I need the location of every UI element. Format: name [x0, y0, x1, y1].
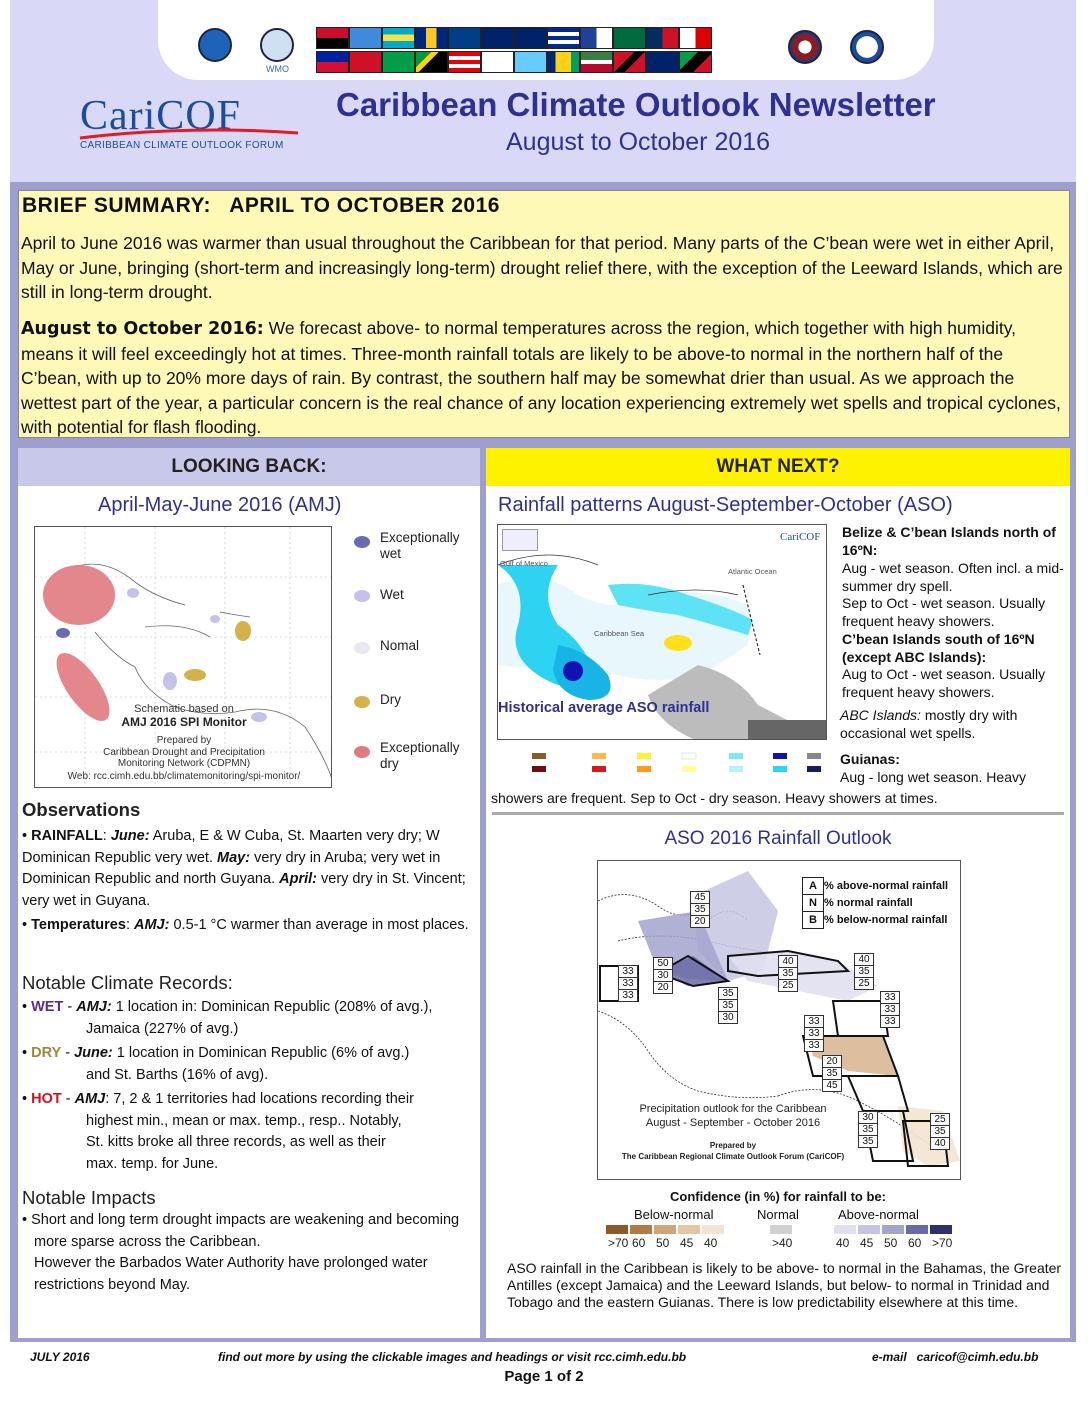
- historical-map-logo: CariCOF: [780, 531, 821, 543]
- probability-value: 33: [881, 1004, 899, 1016]
- probability-value: 35: [931, 1126, 949, 1138]
- key-letter-b: B: [802, 911, 824, 929]
- newsletter-period: August to October 2016: [506, 128, 771, 156]
- legend-dry: Dry: [380, 692, 401, 707]
- noaa-logo-icon[interactable]: [198, 28, 232, 62]
- key-letter-n: N: [802, 894, 824, 912]
- probability-value: 30: [859, 1112, 877, 1124]
- temperature-observation: • Temperatures: AMJ: 0.5-1 °C warmer than average in most places.: [22, 917, 469, 933]
- probability-value: 20: [694, 916, 706, 927]
- probability-value: 45: [826, 1080, 838, 1091]
- wet-label: WET: [31, 999, 64, 1015]
- below-normal-tick: 50: [656, 1236, 670, 1250]
- belize-flag-icon: [448, 27, 481, 49]
- outlook-caption-line2: August - September - October 2016: [645, 1117, 821, 1129]
- rainfall-observation: • RAINFALL: June: Aruba, E & W Cuba, St. Maarten very dry; W Dominican Republic very wet. May: very dry in Aruba; very wet in Dominican Republic and north Guyana. April: very dry in St. Vincent; very wet in Guyana.: [22, 828, 466, 909]
- page-number: Page 1 of 2: [504, 1368, 584, 1385]
- caricof-logo-subtitle: CARIBBEAN CLIMATE OUTLOOK FORUM: [80, 140, 284, 151]
- outlook-key: [802, 877, 822, 931]
- dominica-flag-icon: [613, 27, 646, 49]
- rainfall-label: RAINFALL: [31, 828, 103, 844]
- partner-logo-strip: [158, 0, 934, 80]
- haiti-flag-icon: [316, 51, 349, 73]
- probability-box: [718, 987, 738, 1024]
- south-islands-title: C’bean Islands south of 16ºN (except ABC Islands):: [842, 631, 1035, 665]
- probability-value: 45: [691, 892, 709, 904]
- above-normal-tick: 60: [908, 1236, 922, 1250]
- what-next-heading[interactable]: WHAT NEXT?: [486, 448, 1070, 486]
- above-normal-tick: 40: [836, 1236, 850, 1250]
- trinidad-flag-icon: [613, 51, 646, 73]
- abc-islands-label: ABC Islands:: [840, 707, 921, 723]
- probability-value: 33: [805, 1028, 823, 1040]
- probability-value: 30: [654, 970, 672, 982]
- montserrat-flag-icon: [481, 51, 514, 73]
- abc-islands-desc: mostly dry with occasional wet spells.: [840, 707, 1018, 741]
- outlook-map[interactable]: [597, 860, 961, 1180]
- grenada-flag-icon: [349, 51, 382, 73]
- legend-dry-swatch: [354, 696, 370, 708]
- wet-line1: 1 location in: Dominican Republic (208% of avg.),: [111, 999, 433, 1015]
- legend-wet-swatch: [354, 590, 370, 602]
- caricof-logo[interactable]: CariCOF: [80, 93, 242, 139]
- wet-line2: Jamaica (227% of avg.): [86, 1020, 239, 1037]
- impacts-item: [22, 1210, 474, 1296]
- probability-value: 35: [859, 1124, 877, 1136]
- spi-caption-line6[interactable]: Web: rcc.cimh.edu.bb/climatemonitoring/spi-monitor/: [67, 771, 301, 782]
- rainfall-colorbar: [497, 750, 827, 776]
- france-flag-icon: [679, 27, 712, 49]
- summary-paragraph-2: [21, 316, 1067, 440]
- hot-record: • HOT - AMJ: 7, 2 & 1 territories had locations recording their highest min., mean or max. temp., resp.. Notably, St. kitts broke all three records, as well as their max. temp. for June.: [22, 1089, 477, 1175]
- aso-subheading[interactable]: Rainfall patterns August-September-October (ASO): [498, 494, 953, 516]
- abc-islands-text: [840, 706, 1068, 742]
- probability-value: 33: [884, 1016, 896, 1027]
- probability-box: [930, 1113, 950, 1150]
- hot-line4: max. temp. for June.: [86, 1155, 219, 1172]
- cimh-seal-icon[interactable]: [850, 30, 884, 64]
- wet-record: • WET - AMJ: 1 location in: Dominican Republic (208% of avg.), Jamaica (227% of avg.): [22, 997, 477, 1040]
- legend-exceptionally-wet: Exceptionally wet: [380, 530, 460, 561]
- south-islands-text: Aug to Oct - wet season. Usually frequent heavy showers.: [842, 666, 1046, 700]
- caribbean-label: Caribbean Sea: [594, 629, 645, 638]
- below-normal-swatch: [630, 1225, 652, 1234]
- below-normal-tick: 40: [704, 1236, 718, 1250]
- probability-value: 30: [722, 1012, 734, 1023]
- records-title: Notable Climate Records:: [22, 972, 233, 993]
- summary-paragraph-1: April to June 2016 was warmer than usual throughout the Caribbean for that period. Many parts of the C’bean were wet in either April, May or June, bringing (short-term and increasingly long-term) drought relief there, with the exception of the Leeward Islands, which are still in long-term drought.: [21, 233, 1063, 302]
- below-normal-swatch: [678, 1225, 700, 1234]
- jamaica-flag-icon: [415, 51, 448, 73]
- impacts-text-2: However the Barbados Water Authority have prolonged water restrictions beyond May.: [34, 1255, 428, 1293]
- above-normal-swatch: [834, 1225, 856, 1234]
- probability-box: [804, 1015, 824, 1052]
- bullet-icon: •: [22, 1091, 28, 1107]
- spi-caption-line5: Monitoring Network (CDPMN): [117, 758, 251, 769]
- belize-north-aug: Aug - wet season. Often incl. a mid-summer dry spell.: [842, 560, 1064, 594]
- above-normal-swatch: [906, 1225, 928, 1234]
- dry-period: June:: [74, 1045, 113, 1061]
- hot-line3: St. kitts broke all three records, as well as their: [86, 1134, 386, 1150]
- below-normal-tick: 45: [680, 1236, 694, 1250]
- guianas-title: Guianas:: [840, 751, 900, 767]
- rainfall-june-text: Aruba, E & W Cuba, St. Maarten very dry; W Dominican Republic very wet.: [22, 828, 440, 866]
- above-normal-tick: 50: [884, 1236, 898, 1250]
- outlook-title[interactable]: ASO 2016 Rainfall Outlook: [664, 828, 892, 849]
- bvi-flag-icon: [481, 27, 514, 49]
- below-normal-swatch: [654, 1225, 676, 1234]
- probability-value: 35: [862, 1136, 874, 1147]
- probability-value: 35: [823, 1068, 841, 1080]
- bullet-icon: •: [22, 917, 28, 933]
- probability-value: 35: [719, 1000, 737, 1012]
- below-normal-label: Below-normal: [634, 1207, 714, 1222]
- outlook-caption-line3: Prepared by: [709, 1141, 757, 1150]
- cimh-logo-icon: [502, 529, 538, 551]
- probability-value: 33: [622, 990, 634, 1001]
- below-normal-tick: 60: [632, 1236, 646, 1250]
- bullet-icon: •: [22, 999, 28, 1015]
- dry-label: DRY: [31, 1045, 62, 1061]
- normal-tick: >40: [772, 1236, 793, 1250]
- historical-rainfall-map[interactable]: [497, 524, 827, 740]
- above-normal-swatch: [930, 1225, 952, 1234]
- hot-line1: : 7, 2 & 1 territories had locations recording their: [105, 1091, 414, 1107]
- key-below-text: % below-normal rainfall: [824, 914, 948, 926]
- probability-value: 35: [691, 904, 709, 916]
- probability-value: 33: [808, 1040, 820, 1051]
- hot-label: HOT: [31, 1091, 62, 1107]
- wet-period: AMJ:: [76, 999, 112, 1015]
- hot-line2: highest min., mean or max. temp., resp.. Notably,: [86, 1112, 402, 1129]
- spi-caption-line1: Schematic based on: [134, 703, 234, 715]
- legend-exceptionally-dry-swatch: [354, 746, 370, 758]
- above-normal-swatch: [882, 1225, 904, 1234]
- legend-normal-swatch: [354, 642, 370, 654]
- hot-period: AMJ: [74, 1091, 106, 1107]
- spi-schematic-map[interactable]: [34, 526, 332, 788]
- suriname-flag-icon: [580, 51, 613, 73]
- turks-caicos-flag-icon: [646, 51, 679, 73]
- footer-email[interactable]: e-mail caricof@cimh.edu.bb: [872, 1350, 1039, 1364]
- bahamas-flag-icon: [382, 27, 415, 49]
- probability-value: 35: [855, 966, 873, 978]
- probability-value: 35: [779, 968, 797, 980]
- newsletter-title: Caribbean Climate Outlook Newsletter: [336, 86, 936, 123]
- bullet-icon: •: [22, 1045, 28, 1061]
- probability-box: [880, 991, 900, 1028]
- rainfall-may-text: very dry in Aruba; very wet in Dominican Republic and north Guyana.: [22, 849, 441, 887]
- atlantic-label: Atlantic Ocean: [728, 567, 777, 576]
- belize-north-title: Belize & C’bean Islands north of 16ºN:: [842, 524, 1056, 558]
- temperature-period: AMJ:: [134, 917, 170, 933]
- looking-back-heading[interactable]: LOOKING BACK:: [18, 448, 480, 486]
- legend-wet: Wet: [380, 587, 404, 602]
- saint-lucia-flag-icon: [514, 51, 547, 73]
- wmo-logo-icon[interactable]: [260, 28, 294, 62]
- probability-value: 35: [719, 988, 737, 1000]
- below-normal-swatch: [606, 1225, 628, 1234]
- rainfall-june-label: June:: [110, 828, 150, 844]
- dry-line1: 1 location in Dominican Republic (6% of avg.): [112, 1045, 410, 1061]
- puerto-rico-flag-icon: [448, 51, 481, 73]
- probability-value: 25: [858, 978, 870, 989]
- key-letter-a: A: [802, 877, 824, 895]
- temperature-text: 0.5-1 °C warmer than average in most places.: [169, 917, 469, 933]
- footer-date: JULY 2016: [30, 1350, 90, 1364]
- outlook-caption-line1: Precipitation outlook for the Caribbean: [639, 1103, 827, 1115]
- above-normal-tick: >70: [932, 1236, 953, 1250]
- probability-value: 33: [805, 1016, 823, 1028]
- below-normal-swatch: [702, 1225, 724, 1234]
- probability-value: 33: [881, 992, 899, 1004]
- cayman-flag-icon: [514, 27, 547, 49]
- dry-line2: and St. Barths (16% of avg).: [86, 1066, 269, 1083]
- probability-value: 40: [855, 954, 873, 966]
- cuba-flag-icon: [547, 27, 580, 49]
- confidence-title: Confidence (in %) for rainfall to be:: [670, 1189, 886, 1204]
- below-normal-tick: >70: [608, 1236, 629, 1250]
- st-kitts-flag-icon: [679, 51, 712, 73]
- probability-value: 20: [823, 1056, 841, 1068]
- probability-value: 40: [779, 956, 797, 968]
- rainfall-april-label: April:: [279, 871, 317, 887]
- probability-box: [778, 955, 798, 992]
- dominican-republic-flag-icon: [646, 27, 679, 49]
- probability-box: [618, 965, 638, 1002]
- logo-swoosh-icon: [78, 127, 300, 141]
- guianas-continued: showers are frequent. Sep to Oct - dry season. Heavy showers at times.: [491, 790, 938, 806]
- spi-caption-line3: Prepared by: [156, 735, 212, 746]
- temperature-label: Temperatures: [31, 917, 126, 933]
- historical-map-label: Historical average ASO rainfall: [498, 700, 710, 716]
- above-normal-swatch: [858, 1225, 880, 1234]
- above-normal-tick: 45: [860, 1236, 874, 1250]
- probability-value: 20: [657, 982, 669, 993]
- spi-caption-line4: Caribbean Drought and Precipitation: [103, 747, 265, 758]
- outlook-summary: ASO rainfall in the Caribbean is likely to be above- to normal in the Bahamas, the Greater Antilles (except Jamaica) and the Leeward Islands, but below- to normal in Trinidad and Tobago and the eastern Guianas. There is low predictability elsewhere at this time.: [507, 1260, 1062, 1310]
- legend-exceptionally-dry: Exceptionally dry: [380, 740, 460, 771]
- caricom-seal-icon[interactable]: [788, 30, 822, 64]
- guianas-text: Aug - long wet season. Heavy: [840, 769, 1026, 785]
- legend-exceptionally-wet-swatch: [354, 536, 370, 548]
- summary-title: BRIEF SUMMARY: APRIL TO OCTOBER 2016: [22, 194, 500, 217]
- outlook-caption-line4: The Caribbean Regional Climate Outlook Forum (CariCOF): [621, 1152, 845, 1161]
- observations-title: Observations: [22, 799, 141, 820]
- key-normal-text: % normal rainfall: [824, 897, 913, 909]
- probability-value: 25: [931, 1114, 949, 1126]
- probability-box: [854, 953, 874, 990]
- probability-box: [822, 1055, 842, 1092]
- aruba-flag-icon: [349, 27, 382, 49]
- curacao-flag-icon: [580, 27, 613, 49]
- belize-north-sep: Sep to Oct - wet season. Usually frequent heavy showers.: [842, 595, 1046, 629]
- rainfall-april-text: very dry in St. Vincent; very wet in Guyana.: [22, 871, 466, 909]
- impacts-title: Notable Impacts: [22, 1187, 156, 1208]
- bullet-icon: •: [22, 1212, 28, 1228]
- summary-paragraph-2-text: We forecast above- to normal temperatures across the region, which together with high humidity, means it will feel exceedingly hot at times. Three-month rainfall totals are likely to be above-to normal in the northern half of the C’bean, with up to 20% more days of rain. By contrast, the southern half may be somewhat drier than usual. As we approach the wettest part of the year, a particular concern is the real chance of any location experiencing extremely wet spells and tropical cyclones, with potential for flash flooding.: [21, 318, 1061, 437]
- probability-box: [690, 891, 710, 928]
- key-above-text: % above-normal rainfall: [824, 880, 949, 892]
- antigua-flag-icon: [316, 27, 349, 49]
- summary-paragraph-2-lead: August to October 2016:: [21, 319, 264, 339]
- spi-caption-line2: AMJ 2016 SPI Monitor: [121, 715, 247, 729]
- dry-record: • DRY - June: 1 location in Dominican Republic (6% of avg.) and St. Barths (16% of avg).: [22, 1043, 477, 1086]
- bullet-icon: •: [22, 828, 28, 844]
- wmo-label: WMO: [266, 64, 289, 74]
- rainfall-may-label: May:: [217, 849, 251, 866]
- normal-swatch: [770, 1225, 792, 1234]
- impacts-text-1: Short and long term drought impacts are weakening and becoming more sparse across the Caribbean.: [31, 1212, 460, 1250]
- amj-subheading[interactable]: April-May-June 2016 (AMJ): [98, 494, 342, 516]
- barbados-flag-icon: [415, 27, 448, 49]
- probability-value: 33: [619, 978, 637, 990]
- probability-value: 50: [654, 958, 672, 970]
- normal-label: Normal: [757, 1207, 799, 1222]
- legend-normal: Nomal: [380, 638, 420, 653]
- probability-value: 33: [619, 966, 637, 978]
- above-normal-label: Above-normal: [838, 1207, 919, 1222]
- gulf-label: Gulf of Mexico: [500, 559, 548, 568]
- probability-box: [653, 957, 673, 994]
- guyana-flag-icon: [382, 51, 415, 73]
- probability-value: 40: [934, 1138, 946, 1149]
- section-divider: [492, 812, 1064, 815]
- svg-flag-icon: [547, 51, 580, 73]
- probability-value: 25: [782, 980, 794, 991]
- footer-more-info[interactable]: find out more by using the clickable images and headings or visit rcc.cimh.edu.bb: [218, 1350, 687, 1364]
